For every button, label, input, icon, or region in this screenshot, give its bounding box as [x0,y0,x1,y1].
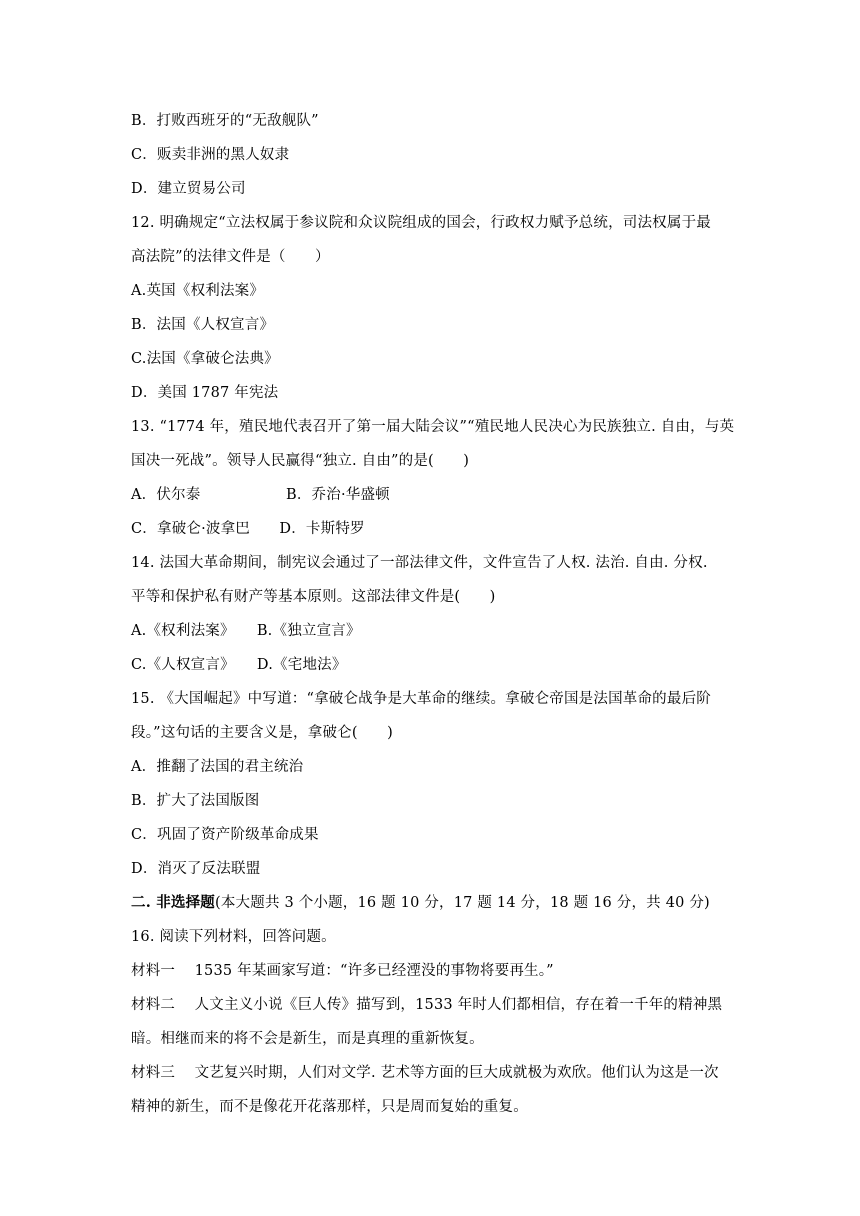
material-2-line-2: 暗。相继而来的将不会是新生，而是真理的重新恢复。 [131,1031,484,1047]
question-12-line-1: 12. 明确规定“立法权属于参议院和众议院组成的国会，行政权力赋予总统，司法权属于最 [131,215,711,231]
material-3-line-2: 精神的新生，而不是像花开花落那样，只是周而复始的重复。 [131,1099,528,1115]
material-1: 材料一 1535 年某画家写道：“许多已经湮没的事物将要再生。” [131,963,554,979]
options-14-ab: A.《权利法案》 B.《独立宣言》 [131,623,361,639]
question-13-line-2: 国决一死战”。领导人民赢得“独立. 自由”的是( ) [131,453,470,469]
option-13b: B．乔治·华盛顿 [286,487,390,503]
option-15d: D．消灭了反法联盟 [131,861,261,877]
question-15-line-2: 段。”这句话的主要含义是，拿破仑( ) [131,725,393,741]
option-15b: B．扩大了法国版图 [131,793,260,809]
question-14-line-2: 平等和保护私有财产等基本原则。这部法律文件是( ) [131,589,496,605]
option-13a: A．伏尔泰 [131,487,201,503]
question-15-line-1: 15. 《大国崛起》中写道：“拿破仑战争是大革命的继续。拿破仑帝国是法国革命的最后阶 [131,691,711,707]
option-12c: C.法国《拿破仑法典》 [131,351,279,367]
material-3-line-1: 材料三 文艺复兴时期，人们对文学. 艺术等方面的巨大成就极为欢欣。他们认为这是一次 [131,1065,719,1081]
question-13-line-1: 13. “1774 年，殖民地代表召开了第一届大陆会议”“殖民地人民决心为民族独立. 自由，与英 [131,419,735,435]
options-13-ab [131,485,741,505]
option-15c: C．巩固了资产阶级革命成果 [131,827,319,843]
option-11d: D．建立贸易公司 [131,181,246,197]
option-11c: C．贩卖非洲的黑人奴隶 [131,147,290,163]
options-14-cd: C.《人权宣言》 D.《宅地法》 [131,657,347,673]
question-16-prompt: 16. 阅读下列材料，回答问题。 [131,929,336,945]
option-12b: B．法国《人权宣言》 [131,317,275,333]
question-14-line-1: 14. 法国大革命期间，制宪议会通过了一部法律文件，文件宣告了人权. 法治. 自由. 分权. [131,555,708,571]
options-13-cd: C．拿破仑·波拿巴 D．卡斯特罗 [131,521,365,537]
section-2-title: 二. 非选择题 [131,894,215,911]
option-12d: D．美国 1787 年宪法 [131,385,279,401]
section-2-note: (本大题共 3 个小题，16 题 10 分，17 题 14 分，18 题 16 分，共 40 分) [215,895,710,911]
material-2-line-1: 材料二 人文主义小说《巨人传》描写到，1533 年时人们都相信，存在着一千年的精神黑 [131,997,723,1013]
question-12-line-2: 高法院”的法律文件是（ ） [131,249,330,265]
section-2-heading [131,893,741,913]
option-11b: B．打败西班牙的“无敌舰队” [131,113,319,129]
option-12a: A.英国《权利法案》 [131,283,265,299]
option-15a: A．推翻了法国的君主统治 [131,759,304,775]
